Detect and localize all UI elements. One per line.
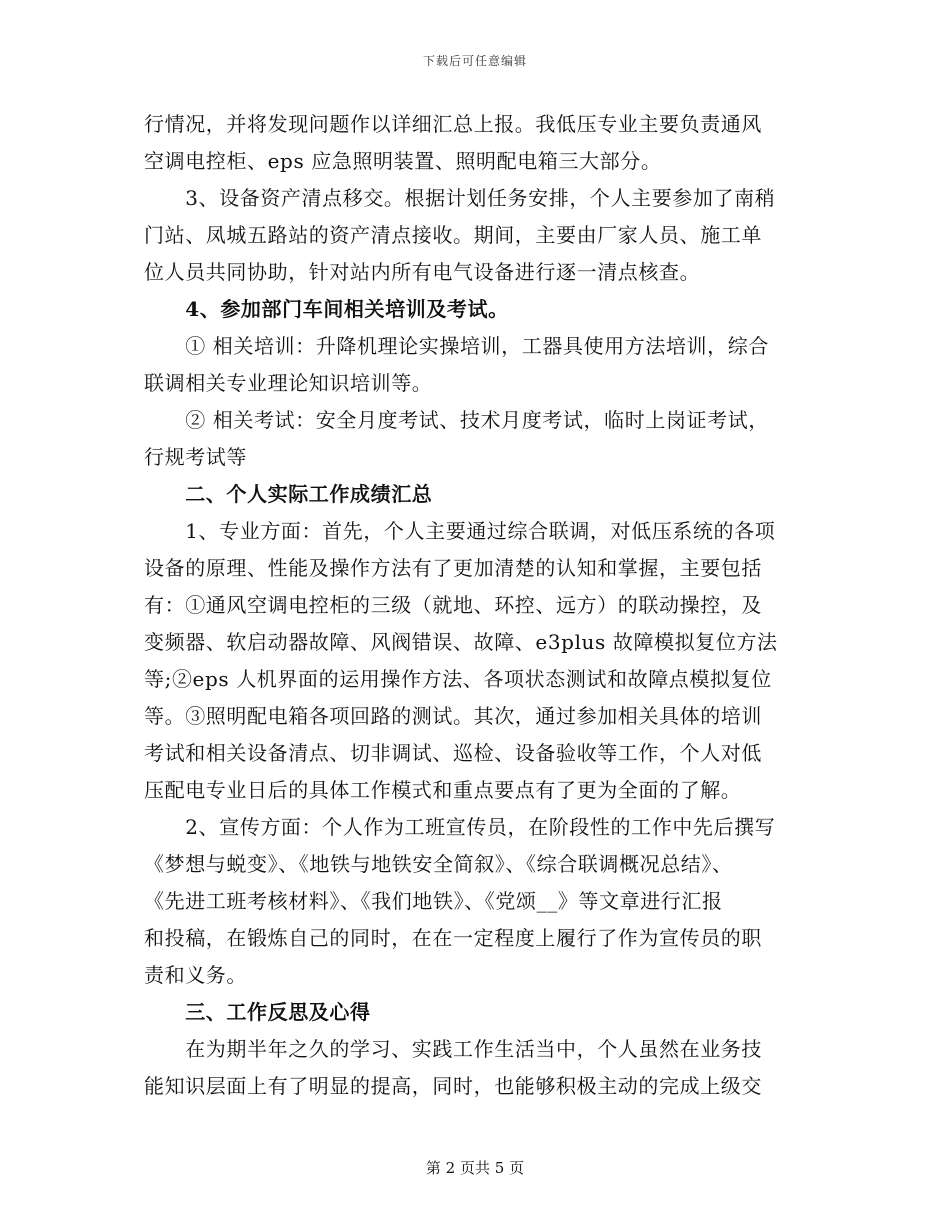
body-paragraph: [144, 180, 806, 291]
text-line: ① 相关培训：升降机理论实操培训，工器具使用方法培训，综合: [144, 334, 769, 358]
page-number: 第 2 页共 5 页: [425, 1159, 525, 1177]
text-line: 4、参加部门车间相关培训及考试。: [144, 297, 509, 321]
text-line: 压配电专业日后的具体工作模式和重点要点有了更为全面的了解。: [144, 778, 742, 802]
text-line: 有：①通风空调电控柜的三级（就地、环控、远方）的联动操控，及: [144, 593, 762, 617]
text-line: 变频器、软启动器故障、风阀错误、故障、e3plus 故障模拟复位方法: [144, 630, 778, 654]
text-line: 行规考试等: [144, 445, 247, 469]
text-line: 三、工作反思及心得: [144, 1000, 371, 1024]
section-heading: [144, 476, 806, 513]
body-paragraph: [144, 328, 806, 402]
text-line: 设备的原理、性能及操作方法有了更加清楚的认知和掌握，主要包括: [144, 556, 762, 580]
body-paragraph: [144, 513, 806, 809]
text-line: 空调电控柜、eps 应急照明装置、照明配电箱三大部分。: [144, 149, 662, 173]
body-paragraph: [144, 1031, 806, 1105]
text-line: 能知识层面上有了明显的提高，同时，也能够积极主动的完成上级交: [144, 1074, 762, 1098]
body-paragraph: [144, 809, 806, 994]
section-heading: [144, 994, 806, 1031]
text-line: 位人员共同协助，针对站内所有电气设备进行逐一清点核查。: [144, 260, 701, 284]
text-line: 等;②eps 人机界面的运用操作方法、各项状态测试和故障点模拟复位: [144, 667, 772, 691]
text-line: 和投稿，在锻炼自己的同时，在在一定程度上履行了作为宣传员的职: [144, 926, 762, 950]
text-line: 责和义务。: [144, 963, 247, 987]
text-line: 考试和相关设备清点、切非调试、巡检、设备验收等工作，个人对低: [144, 741, 762, 765]
text-line: 《先进工班考核材料》、《我们地铁》、《党颂__》等文章进行汇报: [144, 889, 723, 913]
text-line: ② 相关考试：安全月度考试、技术月度考试，临时上岗证考试，: [144, 408, 769, 432]
page-header: 下载后可任意编辑: [422, 54, 527, 68]
text-line: 3、设备资产清点移交。根据计划任务安排，个人主要参加了南稍: [144, 186, 776, 210]
text-line: 联调相关专业理论知识培训等。: [144, 371, 433, 395]
text-line: 在为期半年之久的学习、实践工作生活当中，个人虽然在业务技: [144, 1037, 762, 1061]
text-line: 二、个人实际工作成绩汇总: [144, 482, 433, 506]
text-line: 1、专业方面：首先，个人主要通过综合联调，对低压系统的各项: [144, 519, 776, 543]
body-paragraph: [144, 402, 806, 476]
text-line: 2、宣传方面：个人作为工班宣传员，在阶段性的工作中先后撰写: [144, 815, 776, 839]
section-heading: [144, 291, 806, 328]
body-paragraph: [144, 106, 806, 180]
text-line: 门站、凤城五路站的资产清点接收。期间，主要由厂家人员、施工单: [144, 223, 762, 247]
text-line: 等。③照明配电箱各项回路的测试。其次，通过参加相关具体的培训: [144, 704, 762, 728]
text-line: 行情况，并将发现问题作以详细汇总上报。我低压专业主要负责通风: [144, 112, 762, 136]
text-line: 《梦想与蜕变》、《地铁与地铁安全简叙》、《综合联调概况总结》、: [144, 852, 733, 876]
document-body: [144, 106, 806, 1105]
